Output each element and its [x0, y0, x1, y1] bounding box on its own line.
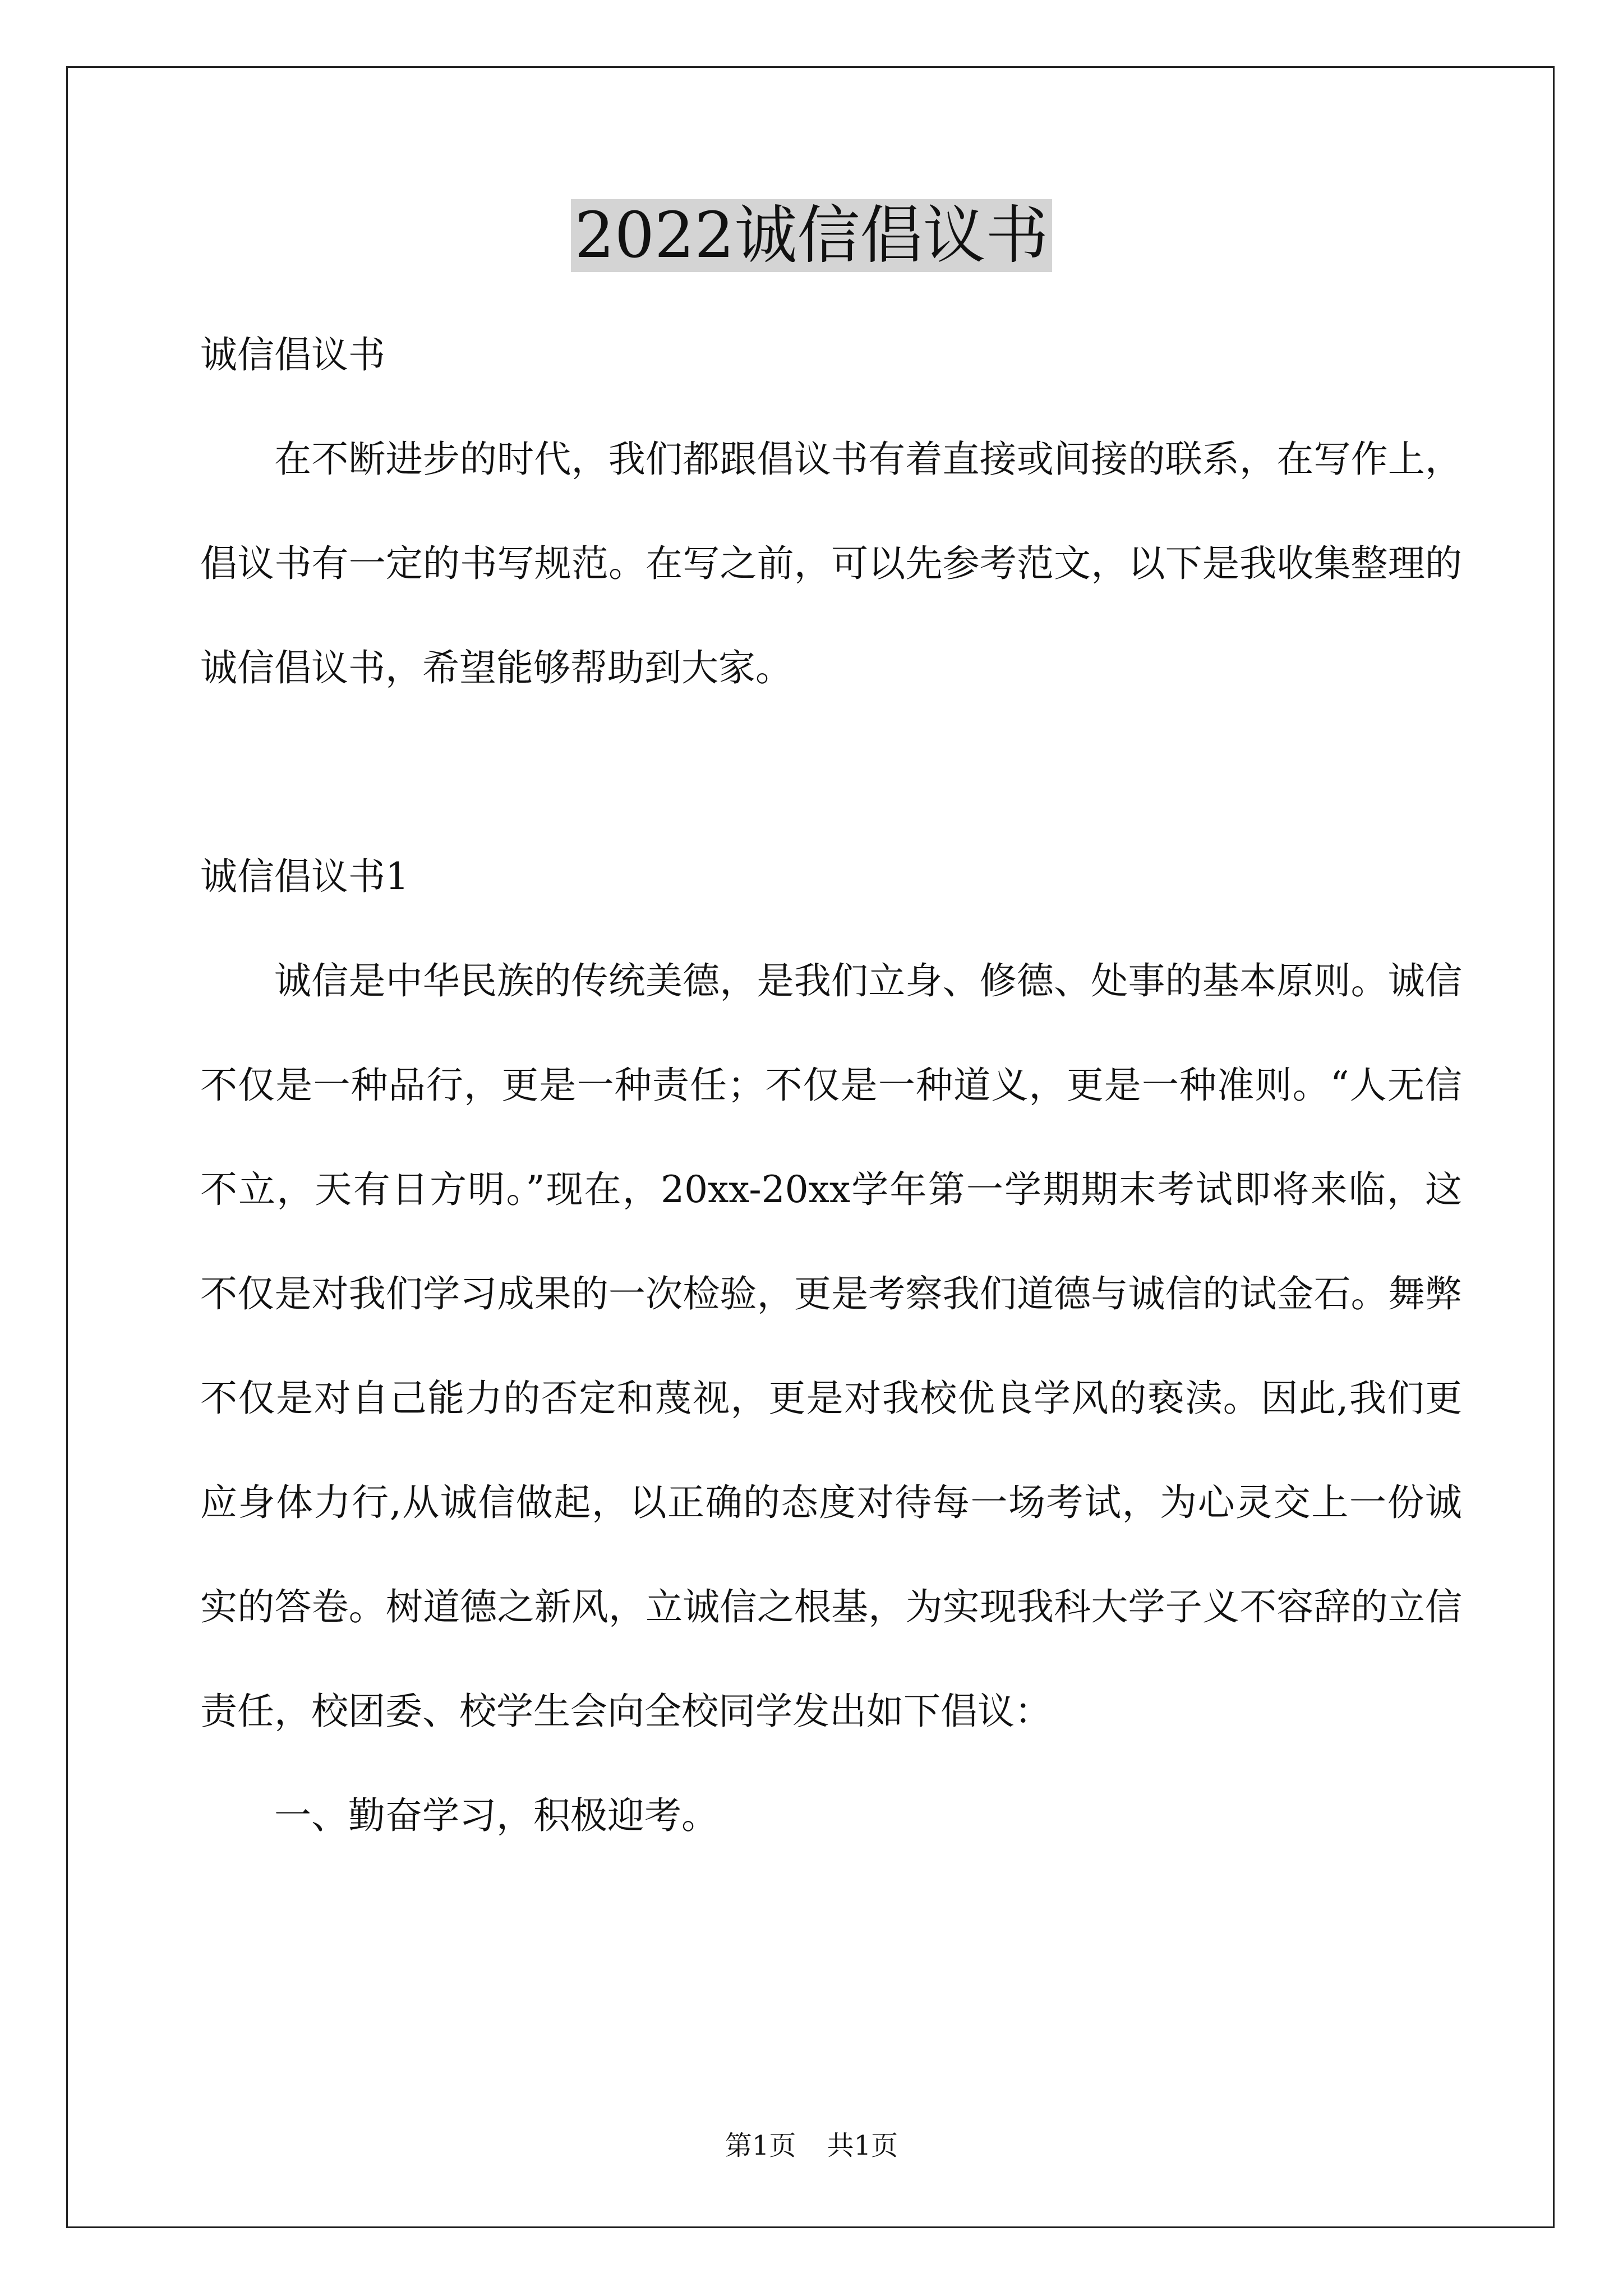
document-heading: 诚信倡议书	[200, 333, 385, 376]
list-item: 一、勤奋学习，积极迎考。	[274, 1794, 718, 1837]
page-number: 第1页 共1页	[725, 2130, 898, 2161]
section-heading: 诚信倡议书1	[200, 855, 409, 898]
document-title-text: 2022诚信倡议书	[571, 199, 1052, 272]
page-footer	[0, 2129, 1623, 2162]
body-paragraph: 诚信是中华民族的传统美德，是我们立身、修德、处事的基本原则。诚信不仅是一种品行，更是一种责任；不仅是一种道义，更是一种准则。“人无信不立，天有日方明。”现在，20xx-20xx学年第一学期期末考试即将来临，这不仅是对我们学习成果的一次检验，更是考察我们道德与诚信的试金石。舞弊不仅是对自己能力的否定和蔑视，更是对我校优良学风的亵渎。因此,我们更应身体力行,从诚信做起，以正确的态度对待每一场考试，为心灵交上一份诚实的答卷。树道德之新风，立诚信之根基，为实现我科大学子义不容辞的立信责任，校团委、校学生会向全校同学发出如下倡议：	[200, 959, 1462, 1733]
document-title	[0, 196, 1623, 275]
paragraph-spacer	[200, 720, 1462, 825]
document-body	[200, 303, 1462, 1868]
intro-paragraph: 在不断进步的时代，我们都跟倡议书有着直接或间接的联系，在写作上，倡议书有一定的书写规范。在写之前，可以先参考范文，以下是我收集整理的诚信倡议书，希望能够帮助到大家。	[200, 438, 1462, 689]
